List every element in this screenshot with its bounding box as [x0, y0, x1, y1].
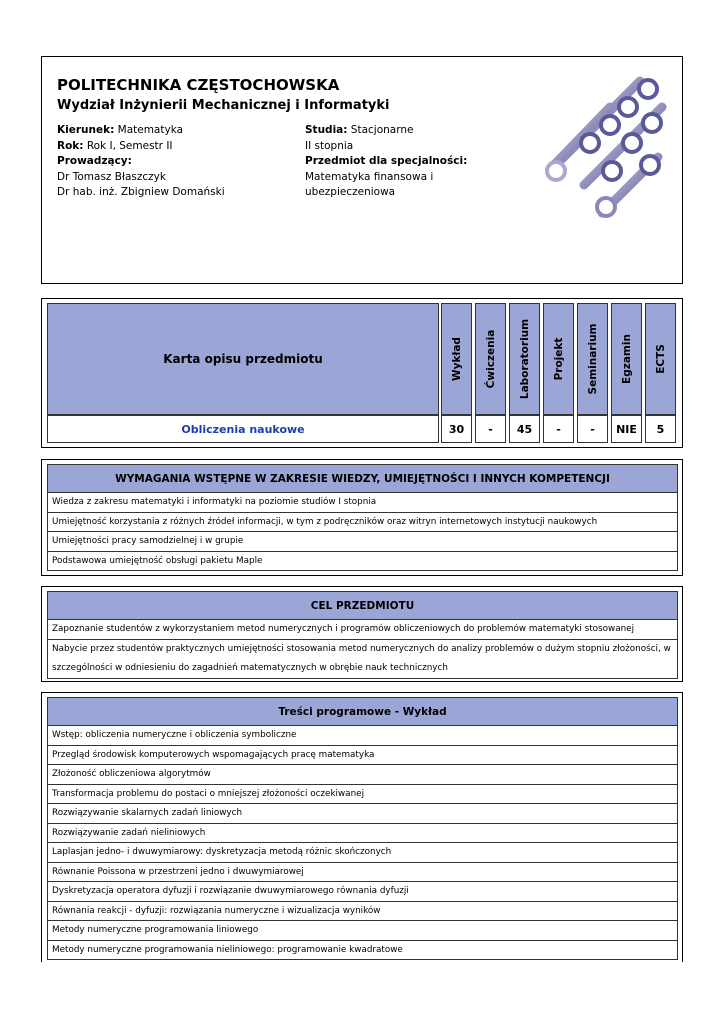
list-item: Podstawowa umiejętność obsługi pakietu Maple: [47, 552, 678, 572]
list-item: Dyskretyzacja operatora dyfuzji i rozwiązanie dwuwymiarowego równania dyfuzji: [47, 882, 678, 902]
list-item: Metody numeryczne programowania nieliniowego: programowanie kwadratowe: [47, 941, 678, 961]
course-goal-title: CEL PRZEDMIOTU: [47, 591, 678, 620]
header-left-column: [57, 123, 292, 201]
column-head-seminarium: Seminarium: [577, 303, 608, 415]
stopien-value: II stopnia: [305, 139, 354, 152]
value-projekt: -: [543, 415, 574, 443]
value-ects: 5: [645, 415, 676, 443]
prerequisites-title: WYMAGANIA WSTĘPNE W ZAKRESIE WIEDZY, UMIEJĘTNOŚCI I INNYCH KOMPETENCJI: [47, 464, 678, 493]
prerequisites-section: [41, 459, 683, 576]
course-card-title: Karta opisu przedmiotu: [47, 303, 439, 415]
list-item: Złożoność obliczeniowa algorytmów: [47, 765, 678, 785]
prowadzacy-label: Prowadzący:: [57, 155, 132, 167]
column-head-egzamin: Egzamin: [611, 303, 642, 415]
course-card-table: [41, 298, 683, 448]
studia-label: Studia:: [305, 124, 348, 136]
lecturer-2: Dr hab. inż. Zbigniew Domański: [57, 186, 225, 198]
list-item: Równanie Poissona w przestrzeni jedno i dwuwymiarowej: [47, 863, 678, 883]
column-head-wyklad: Wykład: [441, 303, 472, 415]
column-head-ects: ECTS: [645, 303, 676, 415]
lecture-content-title: Treści programowe - Wykład: [47, 697, 678, 726]
kierunek-value: Matematyka: [114, 124, 184, 136]
list-item: Zapoznanie studentów z wykorzystaniem metod numerycznych i programów obliczeniowych do problemów matematyki stosowanej: [47, 620, 678, 640]
rok-label: Rok:: [57, 139, 84, 152]
document-header: [41, 56, 683, 284]
list-item: Metody numeryczne programowania liniowego: [47, 921, 678, 941]
course-name: Obliczenia naukowe: [47, 415, 439, 443]
value-wyklad: 30: [441, 415, 472, 443]
rok-line: [57, 139, 292, 155]
faculty-name: Wydział Inżynierii Mechanicznej i Informatyki: [57, 98, 390, 113]
list-item: Rozwiązywanie skalarnych zadań liniowych: [47, 804, 678, 824]
value-egzamin: NIE: [611, 415, 642, 443]
kierunek-label: Kierunek:: [57, 124, 115, 136]
lecture-content-section: [41, 692, 683, 962]
list-item: Nabycie przez studentów praktycznych umiejętności stosowania metod numerycznych do analizy problemów o dużym stopniu złożoności, w szczególności w odniesieniu do zagadnień matematycznych w obrębie nauk technicznych: [47, 640, 678, 679]
specjalnosc-line-1: Matematyka finansowa i: [305, 170, 434, 183]
value-laboratorium: 45: [509, 415, 540, 443]
list-item: Przegląd środowisk komputerowych wspomagających pracę matematyka: [47, 746, 678, 766]
value-cwiczenia: -: [475, 415, 506, 443]
studia-value: Stacjonarne: [347, 124, 414, 136]
list-item: Laplasjan jedno- i dwuwymiarowy: dyskretyzacja metodą różnic skończonych: [47, 843, 678, 863]
specjalnosc-label: Przedmiot dla specjalności:: [305, 155, 468, 167]
list-item: Umiejętności pracy samodzielnej i w grupie: [47, 532, 678, 552]
university-name: POLITECHNIKA CZĘSTOCHOWSKA: [57, 76, 340, 94]
column-head-projekt: Projekt: [543, 303, 574, 415]
list-item: Wiedza z zakresu matematyki i informatyki na poziomie studiów I stopnia: [47, 493, 678, 513]
list-item: Transformacja problemu do postaci o mniejszej złożoności oczekiwanej: [47, 785, 678, 805]
course-goal-section: [41, 586, 683, 682]
column-head-laboratorium: Laboratorium: [509, 303, 540, 415]
lecturer-1: Dr Tomasz Błaszczyk: [57, 170, 166, 183]
specjalnosc-line-2: ubezpieczeniowa: [305, 186, 396, 198]
list-item: Równania reakcji - dyfuzji: rozwiązania numeryczne i wizualizacja wyników: [47, 902, 678, 922]
studia-line: [305, 123, 505, 139]
list-item: Wstęp: obliczenia numeryczne i obliczenia symboliczne: [47, 726, 678, 746]
column-head-cwiczenia: Ćwiczenia: [475, 303, 506, 415]
list-item: Umiejętność korzystania z różnych źródeł informacji, w tym z podręczników oraz witryn internetowych instytucji naukowych: [47, 513, 678, 533]
header-right-column: [305, 123, 505, 201]
university-logo-icon: [532, 67, 672, 227]
rok-value: Rok I, Semestr II: [83, 139, 173, 152]
kierunek-line: [57, 123, 292, 139]
list-item: Rozwiązywanie zadań nieliniowych: [47, 824, 678, 844]
value-seminarium: -: [577, 415, 608, 443]
